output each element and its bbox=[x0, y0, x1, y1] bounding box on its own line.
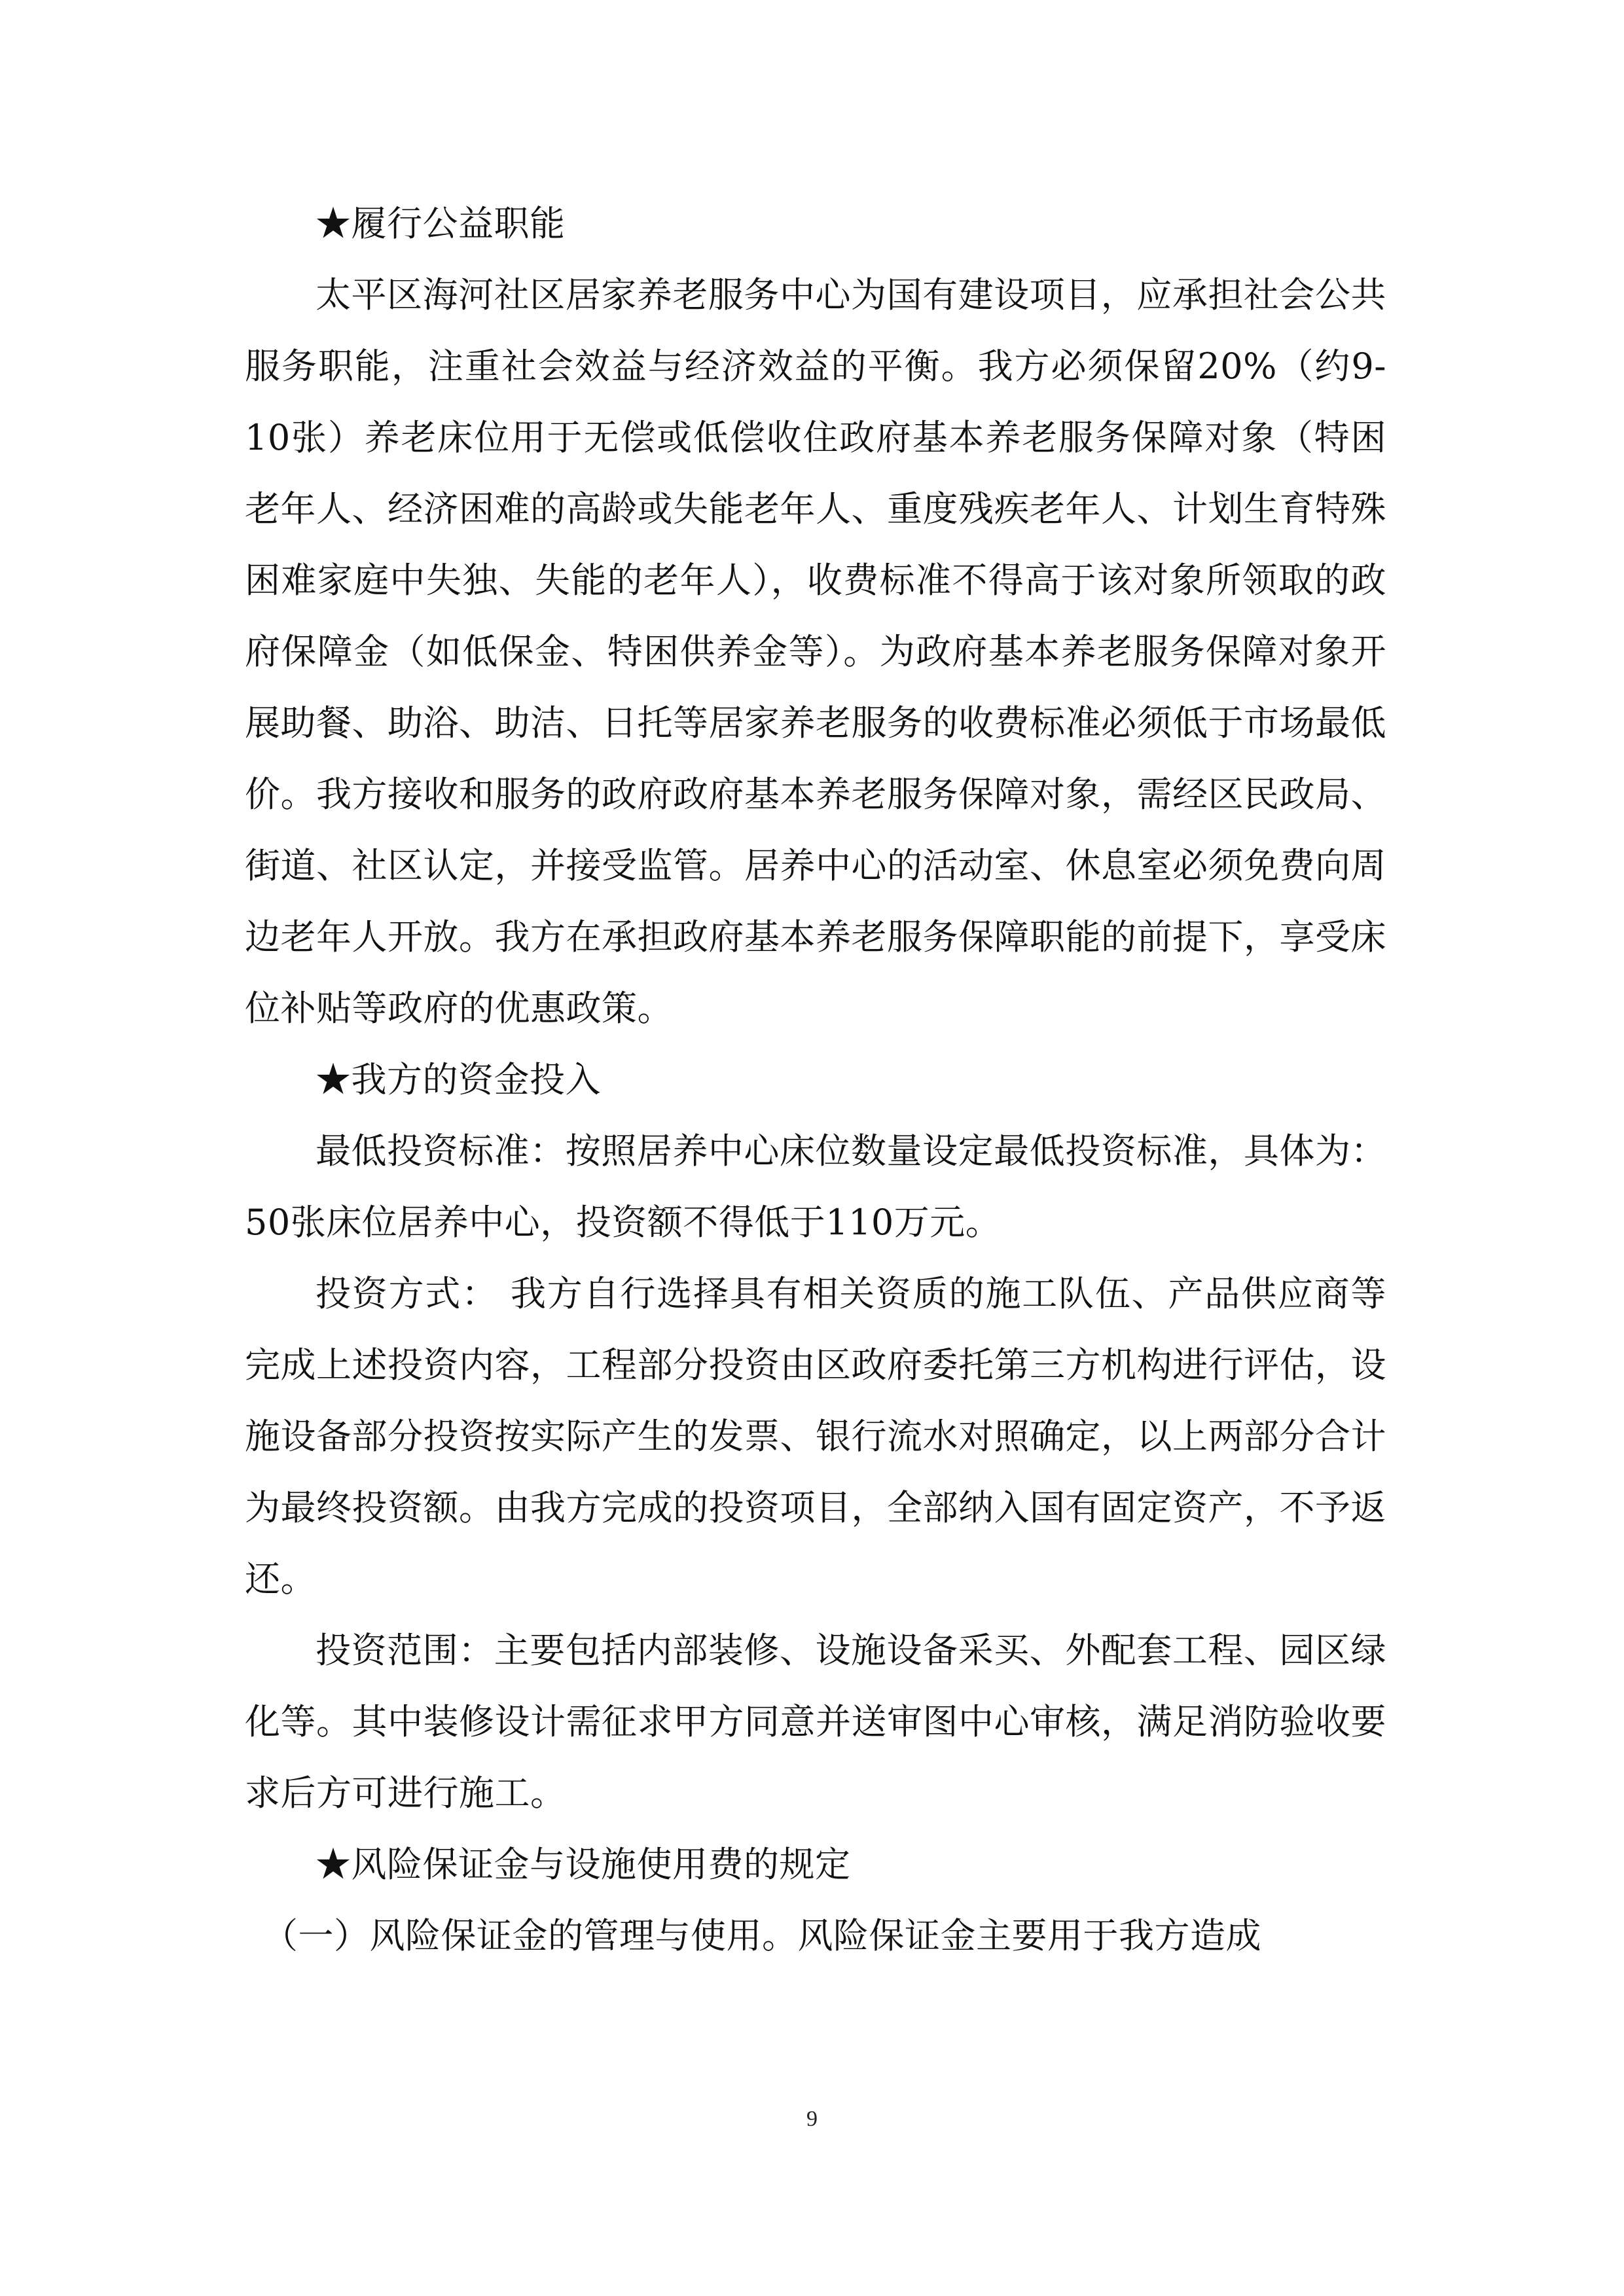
page-number: 9 bbox=[806, 2107, 818, 2131]
paragraph-investment-method: 投资方式： 我方自行选择具有相关资质的施工队伍、产品供应商等完成上述投资内容，工程部分投资由区政府委托第三方机构进行评估，设施设备部分投资按实际产生的发票、银行流水对照确定，以上两部分合计为最终投资额。由我方完成的投资项目，全部纳入国有固定资产，不予返还。 bbox=[245, 1273, 1386, 1600]
paragraph-risk-deposit: （一）风险保证金的管理与使用。风险保证金主要用于我方造成 bbox=[262, 1915, 1261, 1956]
paragraph-investment-scope: 投资范围：主要包括内部装修、设施设备采买、外配套工程、园区绿化等。其中装修设计需征求甲方同意并送审图中心审核，满足消防验收要求后方可进行施工。 bbox=[245, 1630, 1386, 1814]
section-heading-capital-investment: ★我方的资金投入 bbox=[316, 1059, 601, 1100]
document-body bbox=[245, 188, 1386, 1971]
paragraph-minimum-investment: 最低投资标准：按照居养中心床位数量设定最低投资标准，具体为：50张床位居养中心，投资额不得低于110万元。 bbox=[245, 1130, 1386, 1243]
section-heading-public-welfare: ★履行公益职能 bbox=[316, 203, 566, 244]
paragraph-public-welfare: 太平区海河社区居家养老服务中心为国有建设项目，应承担社会公共服务职能，注重社会效益与经济效益的平衡。我方必须保留20%（约9-10张）养老床位用于无偿或低偿收住政府基本养老服务保障对象（特困老年人、经济困难的高龄或失能老年人、重度残疾老年人、计划生育特殊困难家庭中失独、失能的老年人），收费标准不得高于该对象所领取的政府保障金（如低保金、特困供养金等）。为政府基本养老服务保障对象开展助餐、助浴、助洁、日托等居家养老服务的收费标准必须低于市场最低价。我方接收和服务的政府政府基本养老服务保障对象，需经区民政局、街道、社区认定，并接受监管。居养中心的活动室、休息室必须免费向周边老年人开放。我方在承担政府基本养老服务保障职能的前提下，享受床位补贴等政府的优惠政策。 bbox=[245, 274, 1386, 1029]
section-heading-risk-deposit: ★风险保证金与设施使用费的规定 bbox=[316, 1844, 851, 1885]
